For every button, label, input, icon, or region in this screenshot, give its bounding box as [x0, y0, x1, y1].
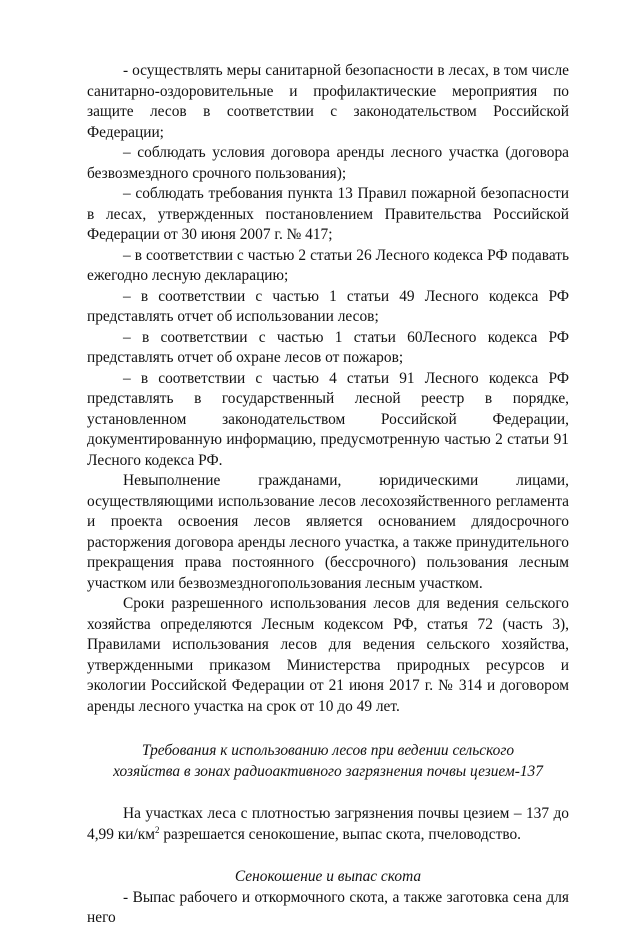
cesium-text-start: На участках леса с плотностью загрязнения почвы цезием – 137 до 4,99 ки/км — [87, 805, 569, 843]
paragraph-non-compliance: Невыполнение гражданами, юридическими лицами, осуществляющими использование лесов лесохозяйственного регламента и проекта освоения лесов является основанием длядосрочного расторжения договора аренды лесного участка, а также принудительного прекращения права постоянного (бессрочного) пользования лесным участком или безвозмездногопользования лесным участком. — [87, 472, 569, 592]
paragraph-livestock-grazing: - Выпас рабочего и откормочного скота, а также заготовка сена для него — [87, 888, 569, 926]
paragraph-usage-report: – в соответствии с частью 1 статьи 49 Лесного кодекса РФ представлять отчет об использовании лесов; — [87, 287, 569, 325]
paragraph-forest-declaration: – в соответствии с частью 2 статьи 26 Лесного кодекса РФ подавать ежегодно лесную декларацию; — [87, 246, 569, 284]
superscript-two: 2 — [155, 824, 160, 835]
section-heading-radiation: Требования к использованию лесов при ведении сельского хозяйства в зонах радиоактивного загрязнения почвы цезием-137 — [113, 742, 543, 780]
spacer — [87, 782, 569, 804]
paragraph-lease-conditions: – соблюдать условия договора аренды лесного участка (договора безвозмездного срочного пользования); — [87, 144, 569, 182]
document-page — [87, 61, 569, 929]
cesium-text-end: разрешается сенокошение, выпас скота, пчеловодство. — [159, 825, 522, 843]
paragraph-sanitary-measures: - осуществлять меры санитарной безопасности в лесах, в том числе санитарно-оздоровительные и профилактические мероприятия по защите лесов в соответствии с законодательством Российской Федерации; — [87, 62, 569, 141]
paragraph-usage-terms: Сроки разрешенного использования лесов для ведения сельского хозяйства определяются Лесным кодексом РФ, статья 72 (часть 3), Правилами использования лесов для ведения сельского хозяйства, утвержденными приказом Министерства природных ресурсов и экологии Российской Федерации от 21 июня 2017 г. № 314 и договором аренды лесного участка на срок от 10 до 49 лет. — [87, 595, 569, 715]
spacer — [87, 845, 569, 867]
paragraph-cesium-allowed — [87, 804, 569, 845]
paragraph-fire-safety: – соблюдать требования пункта 13 Правил пожарной безопасности в лесах, утвержденных постановлением Правительства Российской Федерации от 30 июня 2007 г. № 417; — [87, 185, 569, 243]
paragraph-forest-registry: – в соответствии с частью 4 статьи 91 Лесного кодекса РФ представлять в государственный лесной реестр в порядке, установленном законодательством Российской Федерации, документированную информацию, предусмотренную частью 2 статьи 91 Лесного кодекса РФ. — [87, 369, 569, 469]
paragraph-fire-report: – в соответствии с частью 1 статьи 60Лесного кодекса РФ представлять отчет об охране лесов от пожаров; — [87, 328, 569, 366]
spacer — [87, 717, 569, 741]
section-heading-haymaking: Сенокошение и выпас скота — [234, 868, 422, 885]
